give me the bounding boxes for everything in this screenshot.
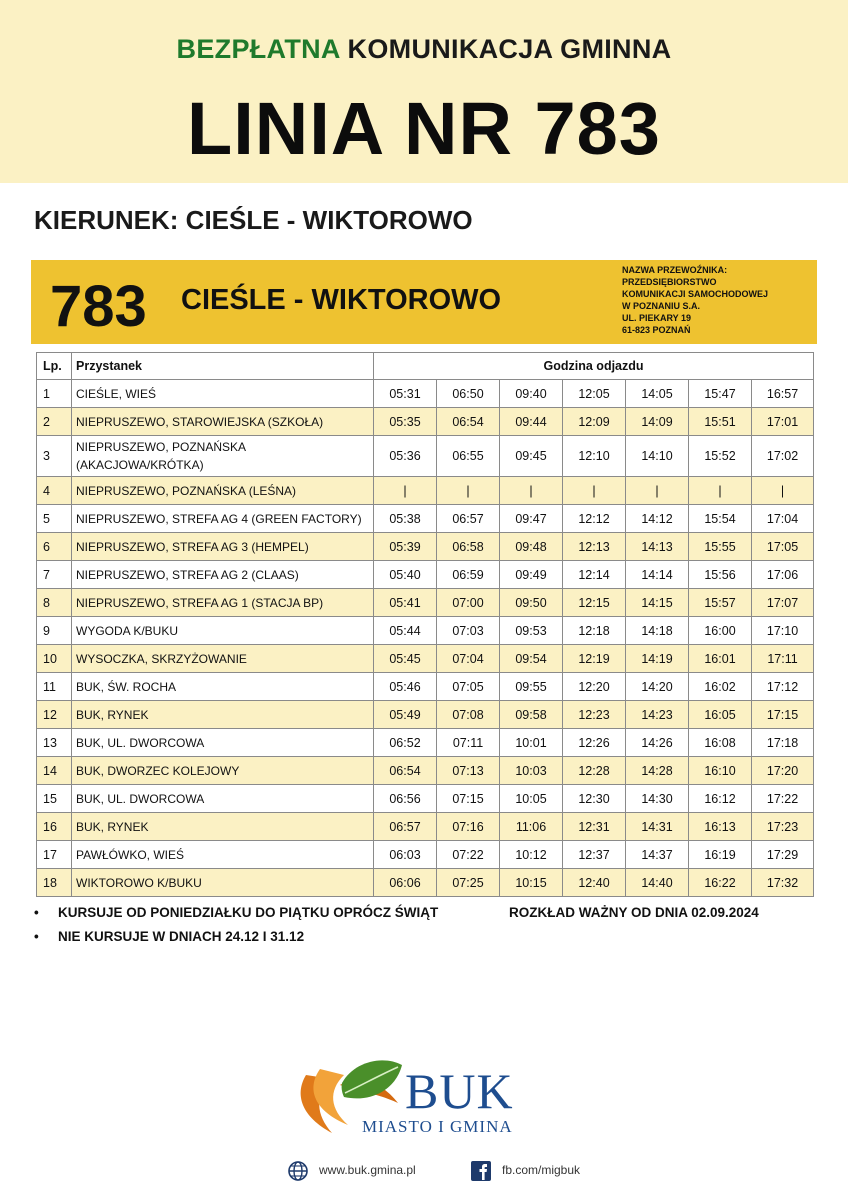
departure-time: 16:12	[689, 785, 752, 813]
stop-name: NIEPRUSZEWO, STAROWIEJSKA (SZKOŁA)	[72, 408, 374, 436]
carrier-line: PRZEDSIĘBIORSTWO	[622, 277, 717, 287]
departure-time: 17:06	[752, 561, 814, 589]
departure-time: 14:20	[626, 673, 689, 701]
departure-time: 14:10	[626, 436, 689, 477]
table-row	[37, 589, 814, 617]
departure-time: 07:05	[437, 673, 500, 701]
notes	[34, 903, 438, 951]
departure-time: 17:23	[752, 813, 814, 841]
departure-time: |	[500, 477, 563, 505]
footer-website[interactable]	[287, 1160, 416, 1182]
departure-time: 14:05	[626, 380, 689, 408]
departure-time: 07:16	[437, 813, 500, 841]
departure-time: 09:54	[500, 645, 563, 673]
bullet-icon: •	[34, 929, 39, 944]
departure-time: 17:01	[752, 408, 814, 436]
table-row	[37, 617, 814, 645]
departure-time: 12:05	[563, 380, 626, 408]
departure-time: 12:18	[563, 617, 626, 645]
table-row	[37, 505, 814, 533]
route-number: 783	[50, 274, 147, 339]
departure-time: 12:10	[563, 436, 626, 477]
facebook-link[interactable]: fb.com/migbuk	[502, 1163, 581, 1177]
row-number: 3	[37, 436, 72, 477]
departure-time: 15:56	[689, 561, 752, 589]
departure-time: 12:13	[563, 533, 626, 561]
departure-time: 17:05	[752, 533, 814, 561]
departure-time: 14:19	[626, 645, 689, 673]
globe-icon	[287, 1160, 309, 1182]
departure-time: 05:44	[374, 617, 437, 645]
departure-time: 05:38	[374, 505, 437, 533]
departure-time: 14:23	[626, 701, 689, 729]
departure-time: 06:54	[374, 757, 437, 785]
row-number: 8	[37, 589, 72, 617]
departure-time: 07:03	[437, 617, 500, 645]
stop-name: NIEPRUSZEWO, POZNAŃSKA (AKACJOWA/KRÓTKA)	[72, 436, 374, 477]
departure-time: 16:02	[689, 673, 752, 701]
departure-time: 09:44	[500, 408, 563, 436]
departure-time: 10:01	[500, 729, 563, 757]
departure-time: 14:13	[626, 533, 689, 561]
departure-time: 07:00	[437, 589, 500, 617]
departure-time: 06:57	[374, 813, 437, 841]
row-number: 10	[37, 645, 72, 673]
departure-time: 09:45	[500, 436, 563, 477]
departure-time: 14:26	[626, 729, 689, 757]
departure-time: 12:30	[563, 785, 626, 813]
departure-time: 05:41	[374, 589, 437, 617]
stop-name: NIEPRUSZEWO, POZNAŃSKA (LEŚNA)	[72, 477, 374, 505]
departure-time: 14:18	[626, 617, 689, 645]
departure-time: 07:22	[437, 841, 500, 869]
departure-time: 15:51	[689, 408, 752, 436]
departure-time: 06:52	[374, 729, 437, 757]
departure-time: |	[626, 477, 689, 505]
departure-time: 17:02	[752, 436, 814, 477]
departure-time: 12:09	[563, 408, 626, 436]
departure-time: |	[374, 477, 437, 505]
table-row	[37, 841, 814, 869]
table-row	[37, 533, 814, 561]
table-row	[37, 477, 814, 505]
departure-time: 14:09	[626, 408, 689, 436]
departure-time: 16:05	[689, 701, 752, 729]
header-stop: Przystanek	[72, 353, 374, 380]
table-row	[37, 869, 814, 897]
departure-time: 12:14	[563, 561, 626, 589]
departure-time: 16:00	[689, 617, 752, 645]
departure-time: 05:46	[374, 673, 437, 701]
row-number: 15	[37, 785, 72, 813]
table-row	[37, 380, 814, 408]
departure-time: 14:37	[626, 841, 689, 869]
row-number: 1	[37, 380, 72, 408]
website-link[interactable]: www.buk.gmina.pl	[319, 1163, 416, 1177]
departure-time: 14:12	[626, 505, 689, 533]
departure-time: 05:36	[374, 436, 437, 477]
timetable	[36, 352, 814, 897]
departure-time: 07:15	[437, 785, 500, 813]
stop-name: BUK, ŚW. ROCHA	[72, 673, 374, 701]
bullet-icon: •	[34, 905, 39, 920]
stop-name: NIEPRUSZEWO, STREFA AG 1 (STACJA BP)	[72, 589, 374, 617]
departure-time: 17:29	[752, 841, 814, 869]
departure-time: 17:11	[752, 645, 814, 673]
departure-time: 07:25	[437, 869, 500, 897]
departure-time: 12:15	[563, 589, 626, 617]
departure-time: 09:58	[500, 701, 563, 729]
departure-time: 10:12	[500, 841, 563, 869]
stop-name: NIEPRUSZEWO, STREFA AG 4 (GREEN FACTORY)	[72, 505, 374, 533]
departure-time: 14:40	[626, 869, 689, 897]
departure-time: 14:15	[626, 589, 689, 617]
row-number: 13	[37, 729, 72, 757]
departure-time: 12:23	[563, 701, 626, 729]
row-number: 17	[37, 841, 72, 869]
departure-time: 05:49	[374, 701, 437, 729]
table-row	[37, 785, 814, 813]
carrier-line: W POZNANIU S.A.	[622, 301, 700, 311]
departure-time: 12:26	[563, 729, 626, 757]
departure-time: 05:39	[374, 533, 437, 561]
table-row	[37, 701, 814, 729]
departure-time: 15:57	[689, 589, 752, 617]
departure-time: 07:04	[437, 645, 500, 673]
departure-time: 09:55	[500, 673, 563, 701]
departure-time: 06:03	[374, 841, 437, 869]
departure-time: 07:13	[437, 757, 500, 785]
row-number: 6	[37, 533, 72, 561]
departure-time: 14:30	[626, 785, 689, 813]
stop-name: BUK, RYNEK	[72, 701, 374, 729]
table-row	[37, 729, 814, 757]
stop-name: BUK, UL. DWORCOWA	[72, 729, 374, 757]
departure-time: 16:08	[689, 729, 752, 757]
header-times: Godzina odjazdu	[374, 353, 814, 380]
departure-time: 06:55	[437, 436, 500, 477]
departure-time: 10:05	[500, 785, 563, 813]
departure-time: 06:06	[374, 869, 437, 897]
departure-time: 12:12	[563, 505, 626, 533]
departure-time: 16:13	[689, 813, 752, 841]
departure-time: 17:32	[752, 869, 814, 897]
departure-time: 07:11	[437, 729, 500, 757]
departure-time: 06:56	[374, 785, 437, 813]
departure-time: 09:53	[500, 617, 563, 645]
departure-time: 10:15	[500, 869, 563, 897]
note-item	[34, 927, 438, 951]
departure-time: 12:28	[563, 757, 626, 785]
departure-time: |	[752, 477, 814, 505]
departure-time: 11:06	[500, 813, 563, 841]
stop-name: BUK, RYNEK	[72, 813, 374, 841]
departure-time: 15:52	[689, 436, 752, 477]
departure-time: 17:15	[752, 701, 814, 729]
table-row	[37, 561, 814, 589]
departure-time: 16:57	[752, 380, 814, 408]
departure-time: 16:01	[689, 645, 752, 673]
departure-time: 07:08	[437, 701, 500, 729]
departure-time: |	[437, 477, 500, 505]
stop-name: NIEPRUSZEWO, STREFA AG 2 (CLAAS)	[72, 561, 374, 589]
carrier-line: NAZWA PRZEWOŹNIKA:	[622, 265, 728, 275]
row-number: 4	[37, 477, 72, 505]
departure-time: 14:14	[626, 561, 689, 589]
departure-time: 12:37	[563, 841, 626, 869]
row-number: 9	[37, 617, 72, 645]
stop-name: NIEPRUSZEWO, STREFA AG 3 (HEMPEL)	[72, 533, 374, 561]
table-row	[37, 813, 814, 841]
departure-time: 12:19	[563, 645, 626, 673]
banner-subtitle	[0, 34, 848, 65]
stop-name: BUK, DWORZEC KOLEJOWY	[72, 757, 374, 785]
departure-time: 09:49	[500, 561, 563, 589]
table-row	[37, 645, 814, 673]
note-item	[34, 903, 438, 927]
row-number: 2	[37, 408, 72, 436]
departure-time: 17:12	[752, 673, 814, 701]
logo-subtitle: MIASTO I GMINA	[362, 1117, 513, 1136]
departure-time: 12:40	[563, 869, 626, 897]
table-row	[37, 436, 814, 477]
footer-facebook[interactable]	[470, 1160, 581, 1182]
departure-time: 05:40	[374, 561, 437, 589]
departure-time: 06:57	[437, 505, 500, 533]
table-header-row	[37, 353, 814, 380]
departure-time: 05:31	[374, 380, 437, 408]
departure-time: 17:22	[752, 785, 814, 813]
departure-time: 15:55	[689, 533, 752, 561]
header-lp: Lp.	[37, 353, 72, 380]
departure-time: 17:10	[752, 617, 814, 645]
departure-time: 09:40	[500, 380, 563, 408]
stop-name: PAWŁÓWKO, WIEŚ	[72, 841, 374, 869]
logo-word: BUK	[405, 1063, 514, 1119]
row-number: 12	[37, 701, 72, 729]
table-row	[37, 408, 814, 436]
row-number: 11	[37, 673, 72, 701]
note-text: KURSUJE OD PONIEDZIAŁKU DO PIĄTKU OPRÓCZ ŚWIĄT	[58, 905, 439, 920]
departure-time: 10:03	[500, 757, 563, 785]
departure-time: 05:45	[374, 645, 437, 673]
departure-time: 17:18	[752, 729, 814, 757]
departure-time: 06:58	[437, 533, 500, 561]
row-number: 14	[37, 757, 72, 785]
subtitle-highlight: BEZPŁATNA	[176, 34, 340, 64]
table-row	[37, 757, 814, 785]
timetable-body	[37, 380, 814, 897]
table-row	[37, 673, 814, 701]
departure-time: 12:31	[563, 813, 626, 841]
carrier-line: UL. PIEKARY 19	[622, 313, 692, 323]
departure-time: 09:48	[500, 533, 563, 561]
departure-time: 17:04	[752, 505, 814, 533]
carrier-line: 61-823 POZNAŃ	[622, 325, 691, 335]
stop-name: BUK, UL. DWORCOWA	[72, 785, 374, 813]
row-number: 18	[37, 869, 72, 897]
departure-time: 09:50	[500, 589, 563, 617]
departure-time: 06:54	[437, 408, 500, 436]
stop-name: WIKTOROWO K/BUKU	[72, 869, 374, 897]
direction-heading: KIERUNEK: CIEŚLE - WIKTOROWO	[34, 205, 473, 235]
departure-time: 14:28	[626, 757, 689, 785]
stop-name: WYSOCZKA, SKRZYŻOWANIE	[72, 645, 374, 673]
row-number: 5	[37, 505, 72, 533]
stop-name: CIEŚLE, WIEŚ	[72, 380, 374, 408]
departure-time: 09:47	[500, 505, 563, 533]
departure-time: 05:35	[374, 408, 437, 436]
departure-time: 06:59	[437, 561, 500, 589]
departure-time: 14:31	[626, 813, 689, 841]
departure-time: 12:20	[563, 673, 626, 701]
carrier-line: KOMUNIKACJI SAMOCHODOWEJ	[622, 289, 769, 299]
page-title: LINIA NR 783	[187, 87, 661, 170]
row-number: 7	[37, 561, 72, 589]
departure-time: 15:54	[689, 505, 752, 533]
subtitle-rest: KOMUNIKACJA GMINNA	[347, 34, 672, 64]
validity-date: ROZKŁAD WAŻNY OD DNIA 02.09.2024	[509, 905, 759, 920]
departure-time: 16:10	[689, 757, 752, 785]
route-name: CIEŚLE - WIKTOROWO	[181, 284, 502, 316]
departure-time: 17:20	[752, 757, 814, 785]
departure-time: 16:22	[689, 869, 752, 897]
departure-time: |	[689, 477, 752, 505]
carrier-info	[622, 264, 812, 336]
departure-time: 15:47	[689, 380, 752, 408]
departure-time: |	[563, 477, 626, 505]
departure-time: 16:19	[689, 841, 752, 869]
facebook-icon	[470, 1160, 492, 1182]
departure-time: 06:50	[437, 380, 500, 408]
row-number: 16	[37, 813, 72, 841]
stop-name: WYGODA K/BUKU	[72, 617, 374, 645]
note-text: NIE KURSUJE W DNIACH 24.12 I 31.12	[58, 929, 305, 944]
departure-time: 17:07	[752, 589, 814, 617]
